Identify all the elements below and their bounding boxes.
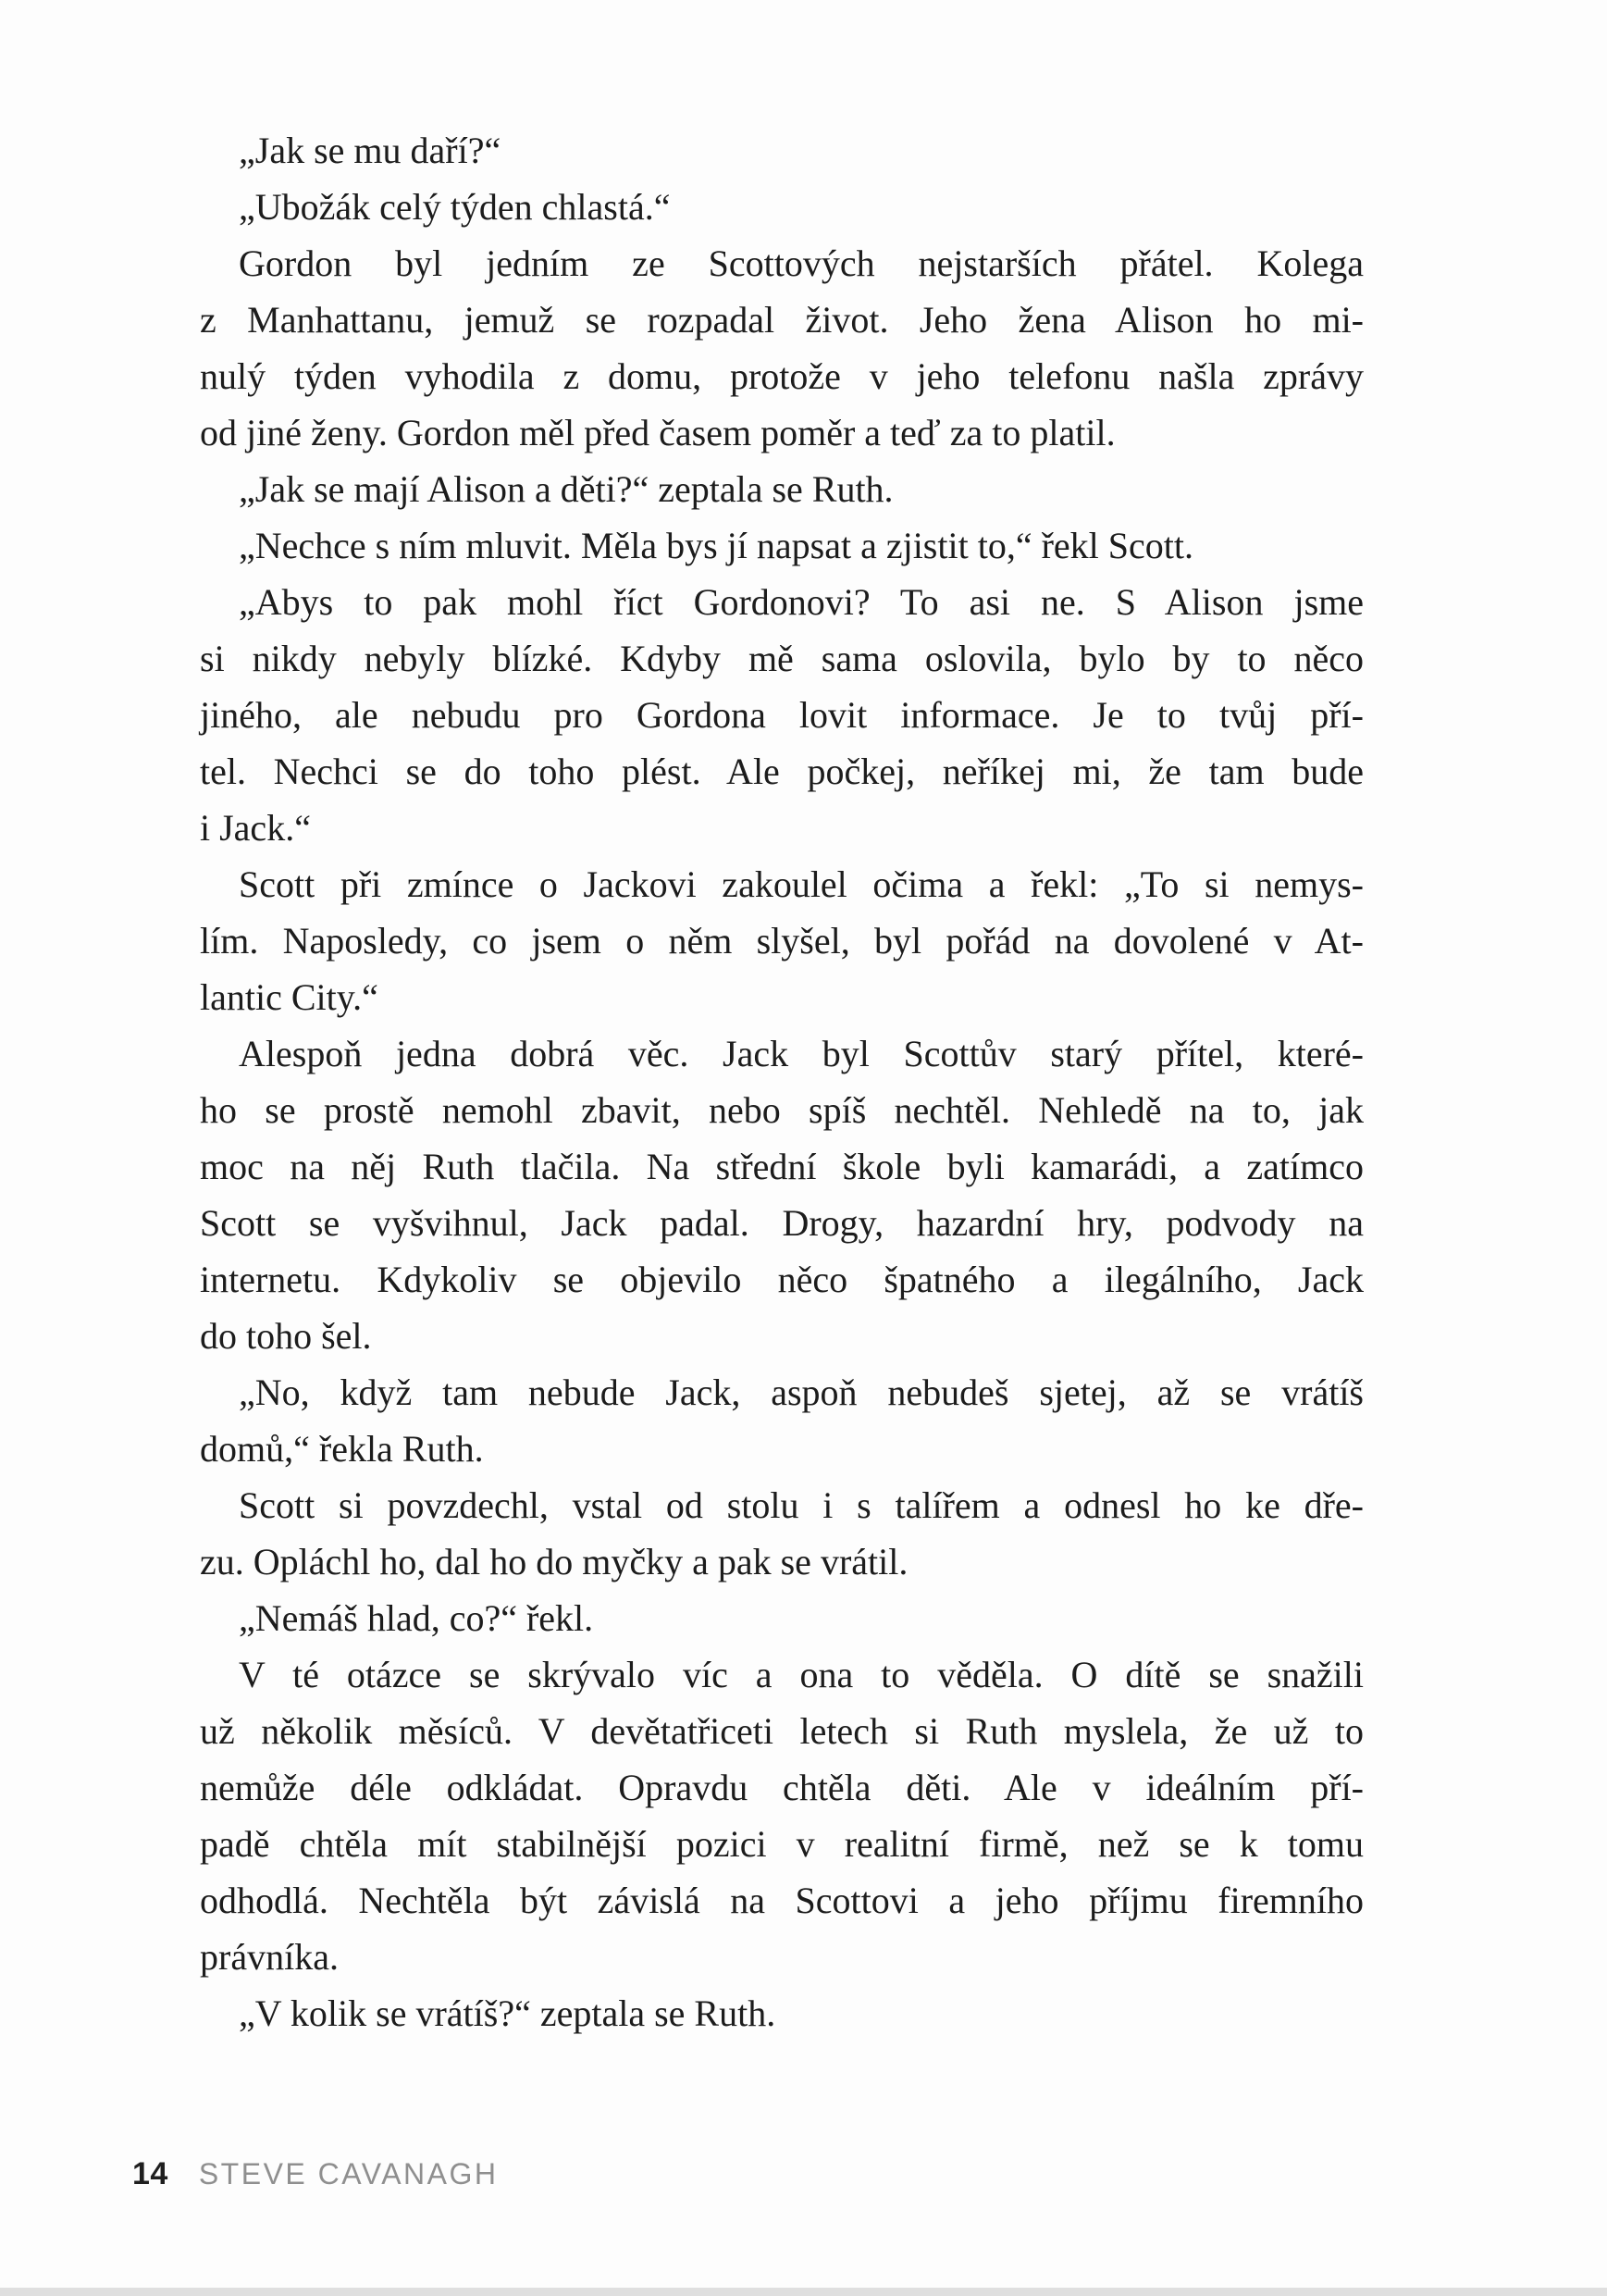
text-line: „No, když tam nebude Jack, aspoň nebudeš sjetej, až se vrátíš (239, 1371, 1364, 1413)
text-line: si nikdy nebyly blízké. Kdyby mě sama oslovila, bylo by to něco (200, 638, 1364, 679)
text-line: „Jak se mají Alison a děti?“ zeptala se Ruth. (239, 468, 894, 510)
text-line: z Manhattanu, jemuž se rozpadal život. Jeho žena Alison ho mi- (200, 299, 1364, 341)
page-text (200, 122, 1364, 2042)
text-line: moc na něj Ruth tlačila. Na střední škole byli kamarádi, a zatímco (200, 1146, 1364, 1187)
text-line: „Nemáš hlad, co?“ řekl. (239, 1597, 594, 1639)
text-line: Scott se vyšvihnul, Jack padal. Drogy, hazardní hry, podvody na (200, 1202, 1364, 1244)
text-line: lím. Naposledy, co jsem o něm slyšel, byl pořád na dovolené v At- (200, 920, 1364, 962)
text-line: jiného, ale nebudu pro Gordona lovit informace. Je to tvůj pří- (200, 694, 1364, 736)
text-line: „V kolik se vrátíš?“ zeptala se Ruth. (239, 1992, 776, 2034)
text-line: „Abys to pak mohl říct Gordonovi? To asi ne. S Alison jsme (239, 581, 1364, 623)
text-line: do toho šel. (200, 1315, 372, 1357)
text-line: ho se prostě nemohl zbavit, nebo spíš nechtěl. Nehledě na to, jak (200, 1089, 1364, 1131)
text-line: Alespoň jedna dobrá věc. Jack byl Scottův starý přítel, které- (239, 1033, 1364, 1074)
text-line: Gordon byl jedním ze Scottových nejstarších přátel. Kolega (239, 242, 1364, 284)
text-line: „Nechce s ním mluvit. Měla bys jí napsat a zjistit to,“ řekl Scott. (239, 525, 1193, 566)
text-line: „Ubožák celý týden chlastá.“ (239, 186, 671, 228)
text-line: odhodlá. Nechtěla být závislá na Scottovi a jeho příjmu firemního (200, 1880, 1364, 1921)
text-line: V té otázce se skrývalo víc a ona to věděla. O dítě se snažili (239, 1654, 1364, 1695)
text-line: lantic City.“ (200, 976, 378, 1018)
page-bottom-edge (0, 2288, 1607, 2296)
text-line: tel. Nechci se do toho plést. Ale počkej, neříkej mi, že tam bude (200, 751, 1364, 792)
text-line: domů,“ řekla Ruth. (200, 1428, 484, 1470)
page-footer (132, 2156, 498, 2192)
text-line: Scott si povzdechl, vstal od stolu i s talířem a odnesl ho ke dře- (239, 1484, 1364, 1526)
text-line: zu. Opláchl ho, dal ho do myčky a pak se vrátil. (200, 1541, 909, 1582)
text-line: už několik měsíců. V devětatřiceti letech si Ruth myslela, že už to (200, 1710, 1364, 1752)
text-line: „Jak se mu daří?“ (239, 130, 501, 171)
text-line: právníka. (200, 1936, 339, 1978)
text-line: i Jack.“ (200, 807, 311, 849)
text-line: Scott při zmínce o Jackovi zakoulel očima a řekl: „To si nemys- (239, 863, 1364, 905)
running-header-author: STEVE CAVANAGH (198, 2157, 499, 2191)
page-number: 14 (132, 2156, 168, 2191)
text-line: od jiné ženy. Gordon měl před časem poměr a teď za to platil. (200, 412, 1116, 453)
text-line: nemůže déle odkládat. Opravdu chtěla děti. Ale v ideálním pří- (200, 1767, 1364, 1808)
text-line: padě chtěla mít stabilnější pozici v realitní firmě, než se k tomu (200, 1823, 1364, 1865)
text-line: internetu. Kdykoliv se objevilo něco špatného a ilegálního, Jack (200, 1259, 1364, 1300)
text-line: nulý týden vyhodila z domu, protože v jeho telefonu našla zprávy (200, 355, 1364, 397)
